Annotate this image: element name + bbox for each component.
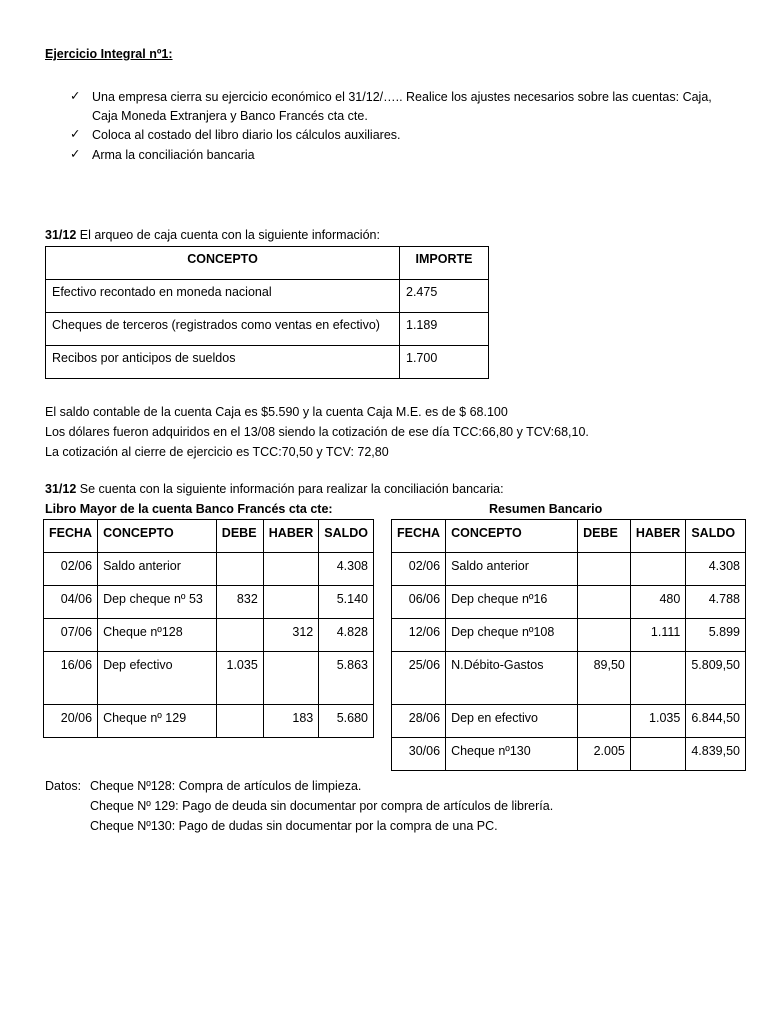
bullet-text: Una empresa cierra su ejercicio económico el 31/12/….. Realice los ajustes necesarios sobre las cuentas: Caja, — [92, 90, 712, 104]
table-row — [392, 619, 746, 652]
col-header: HABER — [263, 520, 318, 553]
checkmark-icon: ✓ — [70, 147, 81, 161]
table-cell: 12/06 — [392, 619, 446, 652]
table-row — [46, 346, 489, 379]
arqueo-date: 31/12 — [45, 228, 77, 242]
table-cell: 5.140 — [319, 586, 374, 619]
checkmark-icon: ✓ — [70, 127, 81, 141]
table-cell: Recibos por anticipos de sueldos — [46, 346, 400, 379]
table-cell: 04/06 — [44, 586, 98, 619]
table-row — [392, 652, 746, 705]
arqueo-table — [45, 246, 489, 379]
table-cell — [216, 553, 263, 586]
table-cell: 5.863 — [319, 652, 374, 705]
table-cell: Saldo anterior — [446, 553, 578, 586]
table-row — [46, 280, 489, 313]
table-row — [44, 652, 374, 705]
table-cell: 4.828 — [319, 619, 374, 652]
exercise-title: Ejercicio Integral nº1: — [45, 47, 173, 61]
table-cell — [578, 586, 631, 619]
notes — [45, 402, 589, 462]
resumen-table — [391, 519, 746, 771]
datos-line: Cheque Nº128: Compra de artículos de limpieza. — [90, 779, 362, 793]
table-cell — [630, 652, 685, 705]
table-cell: Dep efectivo — [98, 652, 217, 705]
table-cell: 1.035 — [630, 705, 685, 738]
conciliacion-intro — [45, 482, 504, 496]
col-header: SALDO — [319, 520, 374, 553]
col-header: CONCEPTO — [98, 520, 217, 553]
table-row — [44, 586, 374, 619]
datos-lines — [90, 776, 553, 836]
table-cell: 832 — [216, 586, 263, 619]
table-cell: 25/06 — [392, 652, 446, 705]
table-cell: 1.111 — [630, 619, 685, 652]
table-cell: Dep cheque nº108 — [446, 619, 578, 652]
table-cell: Dep cheque nº 53 — [98, 586, 217, 619]
note-line: El saldo contable de la cuenta Caja es $5.590 y la cuenta Caja M.E. es de $ 68.100 — [45, 405, 508, 419]
table-cell: Cheque nº130 — [446, 738, 578, 771]
table-cell: 20/06 — [44, 705, 98, 738]
col-header: FECHA — [392, 520, 446, 553]
table-cell: N.Débito-Gastos — [446, 652, 578, 705]
col-header: CONCEPTO — [446, 520, 578, 553]
table-row — [44, 619, 374, 652]
table-cell — [578, 619, 631, 652]
table-cell: 89,50 — [578, 652, 631, 705]
datos-section — [45, 776, 81, 796]
table-row — [46, 313, 489, 346]
table-cell: 28/06 — [392, 705, 446, 738]
table-cell: 1.035 — [216, 652, 263, 705]
col-header: HABER — [630, 520, 685, 553]
table-cell — [263, 652, 318, 705]
bullet-text: Caja Moneda Extranjera y Banco Francés cta cte. — [92, 109, 368, 123]
table-cell: Dep cheque nº16 — [446, 586, 578, 619]
table-cell: Dep en efectivo — [446, 705, 578, 738]
table-row — [392, 738, 746, 771]
table-cell: 2.005 — [578, 738, 631, 771]
table-row — [392, 553, 746, 586]
resumen-title: Resumen Bancario — [489, 502, 603, 516]
table-cell: 4.839,50 — [686, 738, 746, 771]
table-cell: 30/06 — [392, 738, 446, 771]
table-row — [44, 705, 374, 738]
table-cell — [216, 705, 263, 738]
table-row — [44, 553, 374, 586]
table-cell: 07/06 — [44, 619, 98, 652]
table-cell: 183 — [263, 705, 318, 738]
col-header: CONCEPTO — [46, 247, 400, 280]
table-cell: 16/06 — [44, 652, 98, 705]
conciliacion-date: 31/12 — [45, 482, 77, 496]
table-cell — [263, 553, 318, 586]
table-cell: 5.809,50 — [686, 652, 746, 705]
table-cell — [263, 586, 318, 619]
table-row — [392, 586, 746, 619]
checkmark-icon: ✓ — [70, 89, 81, 103]
arqueo-intro-text: El arqueo de caja cuenta con la siguiente información: — [76, 228, 380, 242]
table-cell: 4.308 — [686, 553, 746, 586]
table-cell: 4.308 — [319, 553, 374, 586]
col-header: IMPORTE — [400, 247, 489, 280]
bullet-text: Arma la conciliación bancaria — [92, 148, 255, 162]
table-cell: 4.788 — [686, 586, 746, 619]
note-line: La cotización al cierre de ejercicio es TCC:70,50 y TCV: 72,80 — [45, 445, 389, 459]
table-cell: 6.844,50 — [686, 705, 746, 738]
table-cell — [216, 619, 263, 652]
datos-line: Cheque Nº130: Pago de dudas sin documentar por la compra de una PC. — [90, 819, 498, 833]
table-cell: 06/06 — [392, 586, 446, 619]
table-cell: 02/06 — [44, 553, 98, 586]
libro-mayor-title: Libro Mayor de la cuenta Banco Francés cta cte: — [45, 502, 333, 516]
datos-label: Datos: — [45, 779, 82, 793]
table-cell: Cheque nº 129 — [98, 705, 217, 738]
table-cell: 312 — [263, 619, 318, 652]
col-header: FECHA — [44, 520, 98, 553]
table-cell: 5.899 — [686, 619, 746, 652]
arqueo-intro — [45, 228, 380, 242]
col-header: SALDO — [686, 520, 746, 553]
note-line: Los dólares fueron adquiridos en el 13/08 siendo la cotización de ese día TCC:66,80 y TCV:68,10. — [45, 425, 589, 439]
libro-mayor-table — [43, 519, 374, 738]
col-header: DEBE — [578, 520, 631, 553]
table-cell: Saldo anterior — [98, 553, 217, 586]
bullet-text: Coloca al costado del libro diario los cálculos auxiliares. — [92, 128, 401, 142]
table-cell: Efectivo recontado en moneda nacional — [46, 280, 400, 313]
table-cell — [578, 705, 631, 738]
table-cell — [630, 553, 685, 586]
table-cell: 1.189 — [400, 313, 489, 346]
table-cell: 02/06 — [392, 553, 446, 586]
conciliacion-intro-text: Se cuenta con la siguiente información para realizar la conciliación bancaria: — [76, 482, 504, 496]
datos-line: Cheque Nº 129: Pago de deuda sin documentar por compra de artículos de librería. — [90, 799, 554, 813]
col-header: DEBE — [216, 520, 263, 553]
table-cell: 2.475 — [400, 280, 489, 313]
table-row — [392, 705, 746, 738]
table-cell: Cheque nº128 — [98, 619, 217, 652]
table-cell: 480 — [630, 586, 685, 619]
table-cell: 1.700 — [400, 346, 489, 379]
table-cell — [578, 553, 631, 586]
table-cell — [630, 738, 685, 771]
table-cell: 5.680 — [319, 705, 374, 738]
table-cell: Cheques de terceros (registrados como ventas en efectivo) — [46, 313, 400, 346]
